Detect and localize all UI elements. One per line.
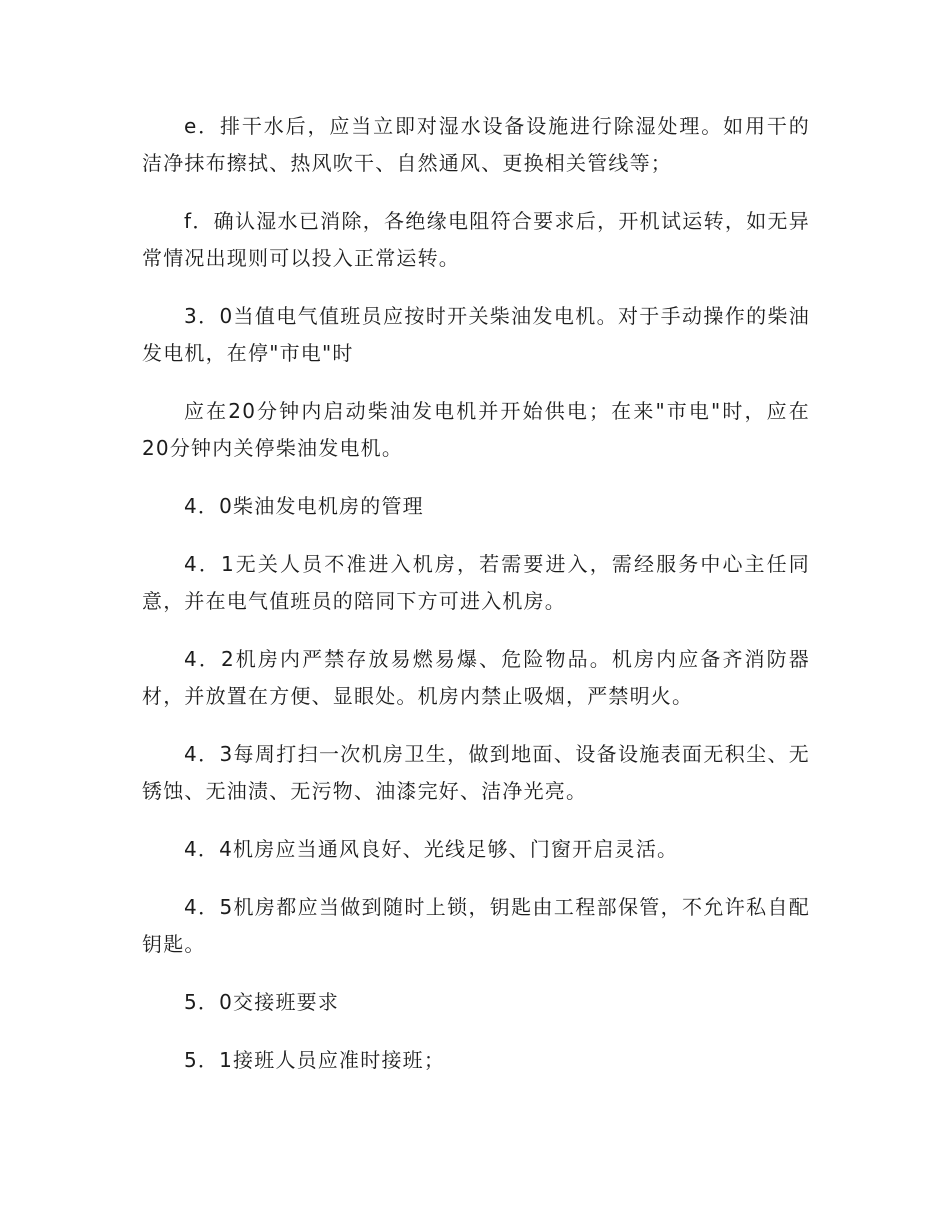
paragraph-e-drying: e．排干水后，应当立即对湿水设备设施进行除湿处理。如用干的洁净抹布擦拭、热风吹干、自然通风、更换相关管线等； (142, 114, 810, 175)
paragraph-3-0-continued: 应在20分钟内启动柴油发电机并开始供电；在来"市电"时，应在20分钟内关停柴油发电机。 (142, 399, 810, 460)
paragraph-4-2-fire-safety: 4．2机房内严禁存放易燃易爆、危险物品。机房内应备齐消防器材，并放置在方便、显眼处。机房内禁止吸烟，严禁明火。 (142, 647, 810, 708)
paragraph-4-3-cleaning: 4．3每周打扫一次机房卫生，做到地面、设备设施表面无积尘、无锈蚀、无油渍、无污物、油漆完好、洁净光亮。 (142, 742, 810, 803)
paragraph-5-1-punctuality: 5．1接班人员应准时接班； (184, 1048, 446, 1072)
paragraph-4-1-access: 4．1无关人员不准进入机房，若需要进入，需经服务中心主任同意，并在电气值班员的陪同下方可进入机房。 (142, 552, 810, 613)
document-body (142, 108, 810, 1100)
heading-5-0-shift-handover: 5．0交接班要求 (184, 990, 340, 1014)
paragraph-f-test-run: f．确认湿水已消除，各绝缘电阻符合要求后，开机试运转，如无异常情况出现则可以投入正常运转。 (142, 209, 810, 270)
paragraph-4-4-ventilation: 4．4机房应当通风良好、光线足够、门窗开启灵活。 (184, 837, 679, 861)
paragraph-4-5-locking: 4．5机房都应当做到随时上锁，钥匙由工程部保管，不允许私自配钥匙。 (142, 895, 810, 956)
heading-4-0-generator-room: 4．0柴油发电机房的管理 (184, 494, 424, 518)
paragraph-3-0-generator-switching: 3．0当值电气值班员应按时开关柴油发电机。对于手动操作的柴油发电机，在停"市电"时 (142, 304, 810, 365)
